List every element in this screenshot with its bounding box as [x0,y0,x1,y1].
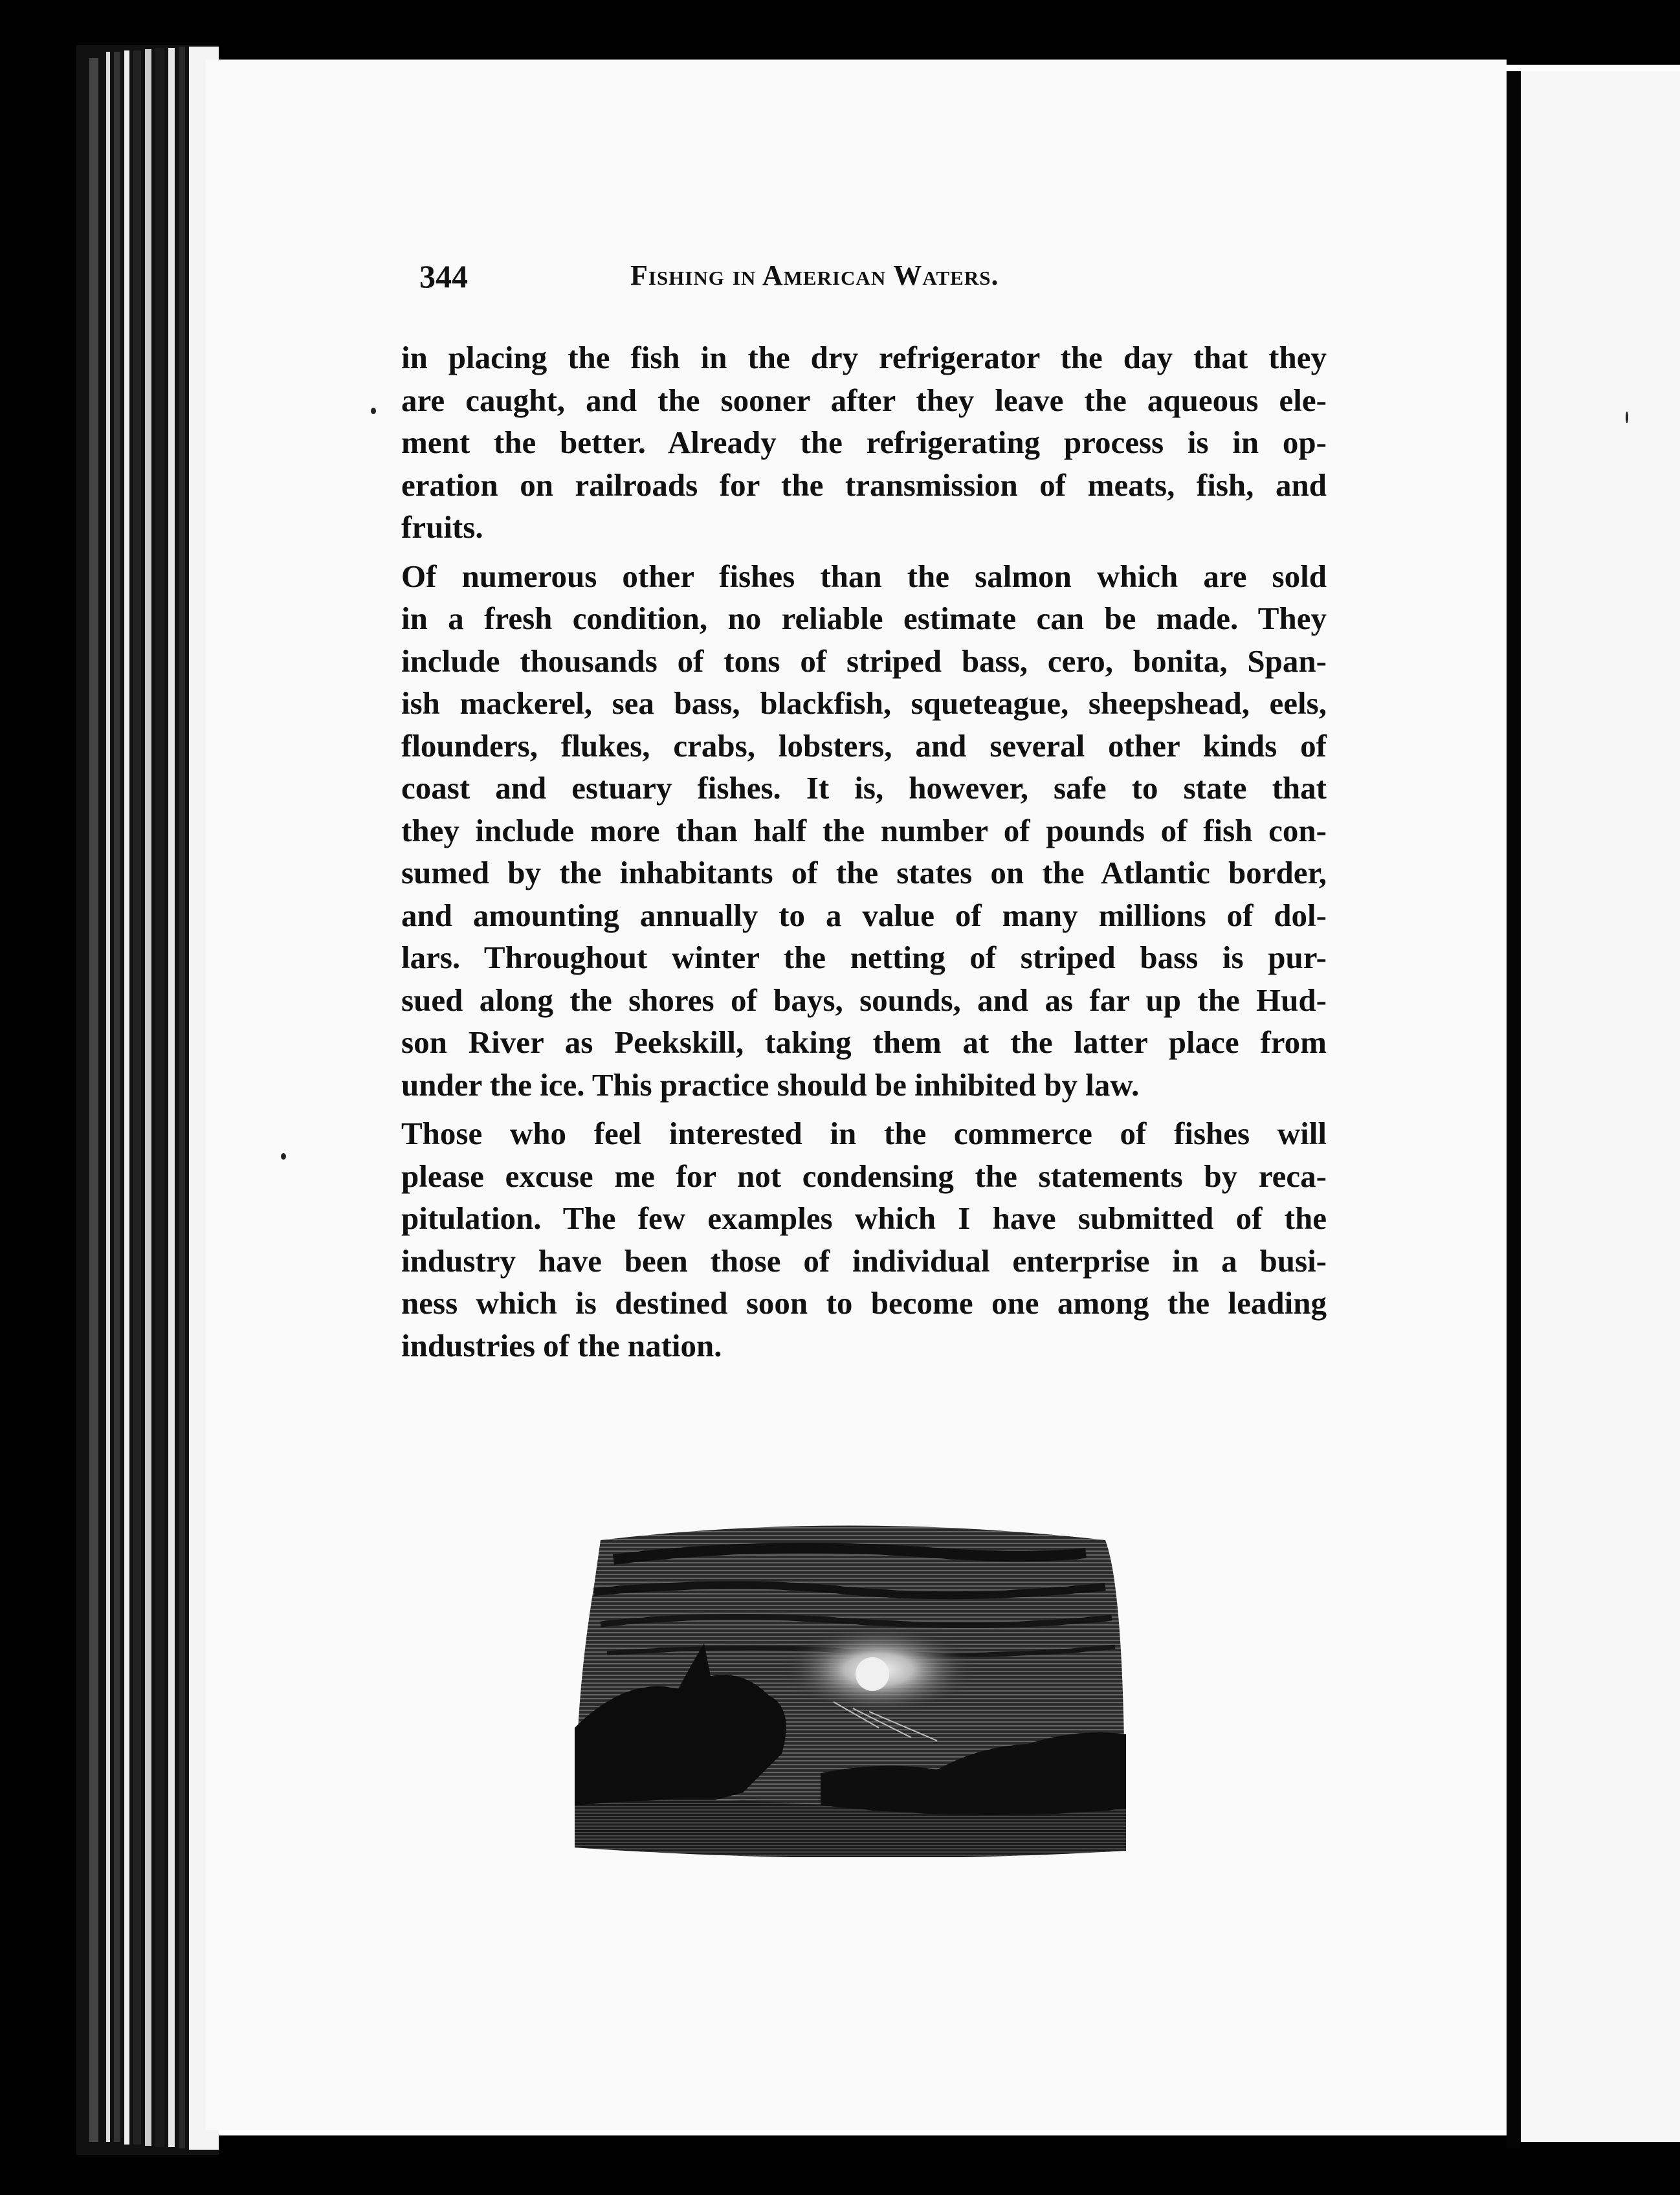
text-line: lars. Throughout winter the netting of striped bass is pur- [401,940,1327,975]
running-title: Fishing in American Waters. [630,259,999,291]
text-line: include thousands of tons of striped bass, cero, bonita, Span- [401,643,1327,679]
page-gutter [1507,71,1521,2148]
text-line: and amounting annually to a value of many millions of dol- [401,897,1327,933]
text-line: sumed by the inhabitants of the states on the Atlantic border, [401,855,1327,890]
page-number: 344 [419,258,468,294]
facing-page-edge [1521,71,1680,2142]
text-line: son River as Peekskill, taking them at the latter place from [401,1024,1327,1060]
text-line: please excuse me for not condensing the statements by reca- [401,1158,1327,1194]
text-line: fruits. [401,509,483,545]
ink-speck [281,1153,286,1160]
text-line: in a fresh condition, no reliable estimate can be made. They [401,601,1327,636]
text-line: in placing the fish in the dry refrigerator the day that they [401,340,1327,375]
paragraph [401,336,1327,549]
scan-border-left [0,0,76,2195]
text-line: under the ice. This practice should be inhibited by law. [401,1066,1140,1103]
text-line: ness which is destined soon to become one among the leading [401,1285,1327,1321]
text-line: Of numerous other fishes than the salmon which are sold [401,558,1327,594]
text-line: ment the better. Already the refrigerating process is in op- [401,425,1327,460]
paragraph [401,1112,1327,1367]
text-line: they include more than half the number of pounds of fish con- [401,812,1327,848]
scan-border-top [0,0,1680,65]
scan-border-bottom [0,2135,1680,2195]
text-line: flounders, flukes, crabs, lobsters, and several other kinds of [401,727,1327,764]
paragraph [401,555,1327,1107]
text-line: Those who feel interested in the commerce of fishes will [401,1116,1327,1151]
text-line: eration on railroads for the transmission of meats, fish, and [401,467,1327,503]
body-text [401,336,1327,1367]
text-line: coast and estuary fishes. It is, however, safe to state that [401,770,1327,806]
text-line: industries of the nation. [401,1327,722,1363]
text-line: industry have been those of individual enterprise in a busi- [401,1242,1327,1279]
ink-speck [1626,412,1628,423]
sunset-engraving-icon [575,1514,1126,1857]
text-line: pitulation. The few examples which I have submitted of the [401,1200,1327,1236]
running-header [419,258,1138,309]
text-line: sued along the shores of bays, sounds, and as far up the Hud- [401,982,1327,1018]
book-page-edges [76,45,219,2155]
ink-speck [371,408,376,414]
text-line: are caught, and the sooner after they leave the aqueous ele- [401,382,1327,418]
text-line: ish mackerel, sea bass, blackfish, squeteague, sheepshead, eels, [401,685,1327,721]
